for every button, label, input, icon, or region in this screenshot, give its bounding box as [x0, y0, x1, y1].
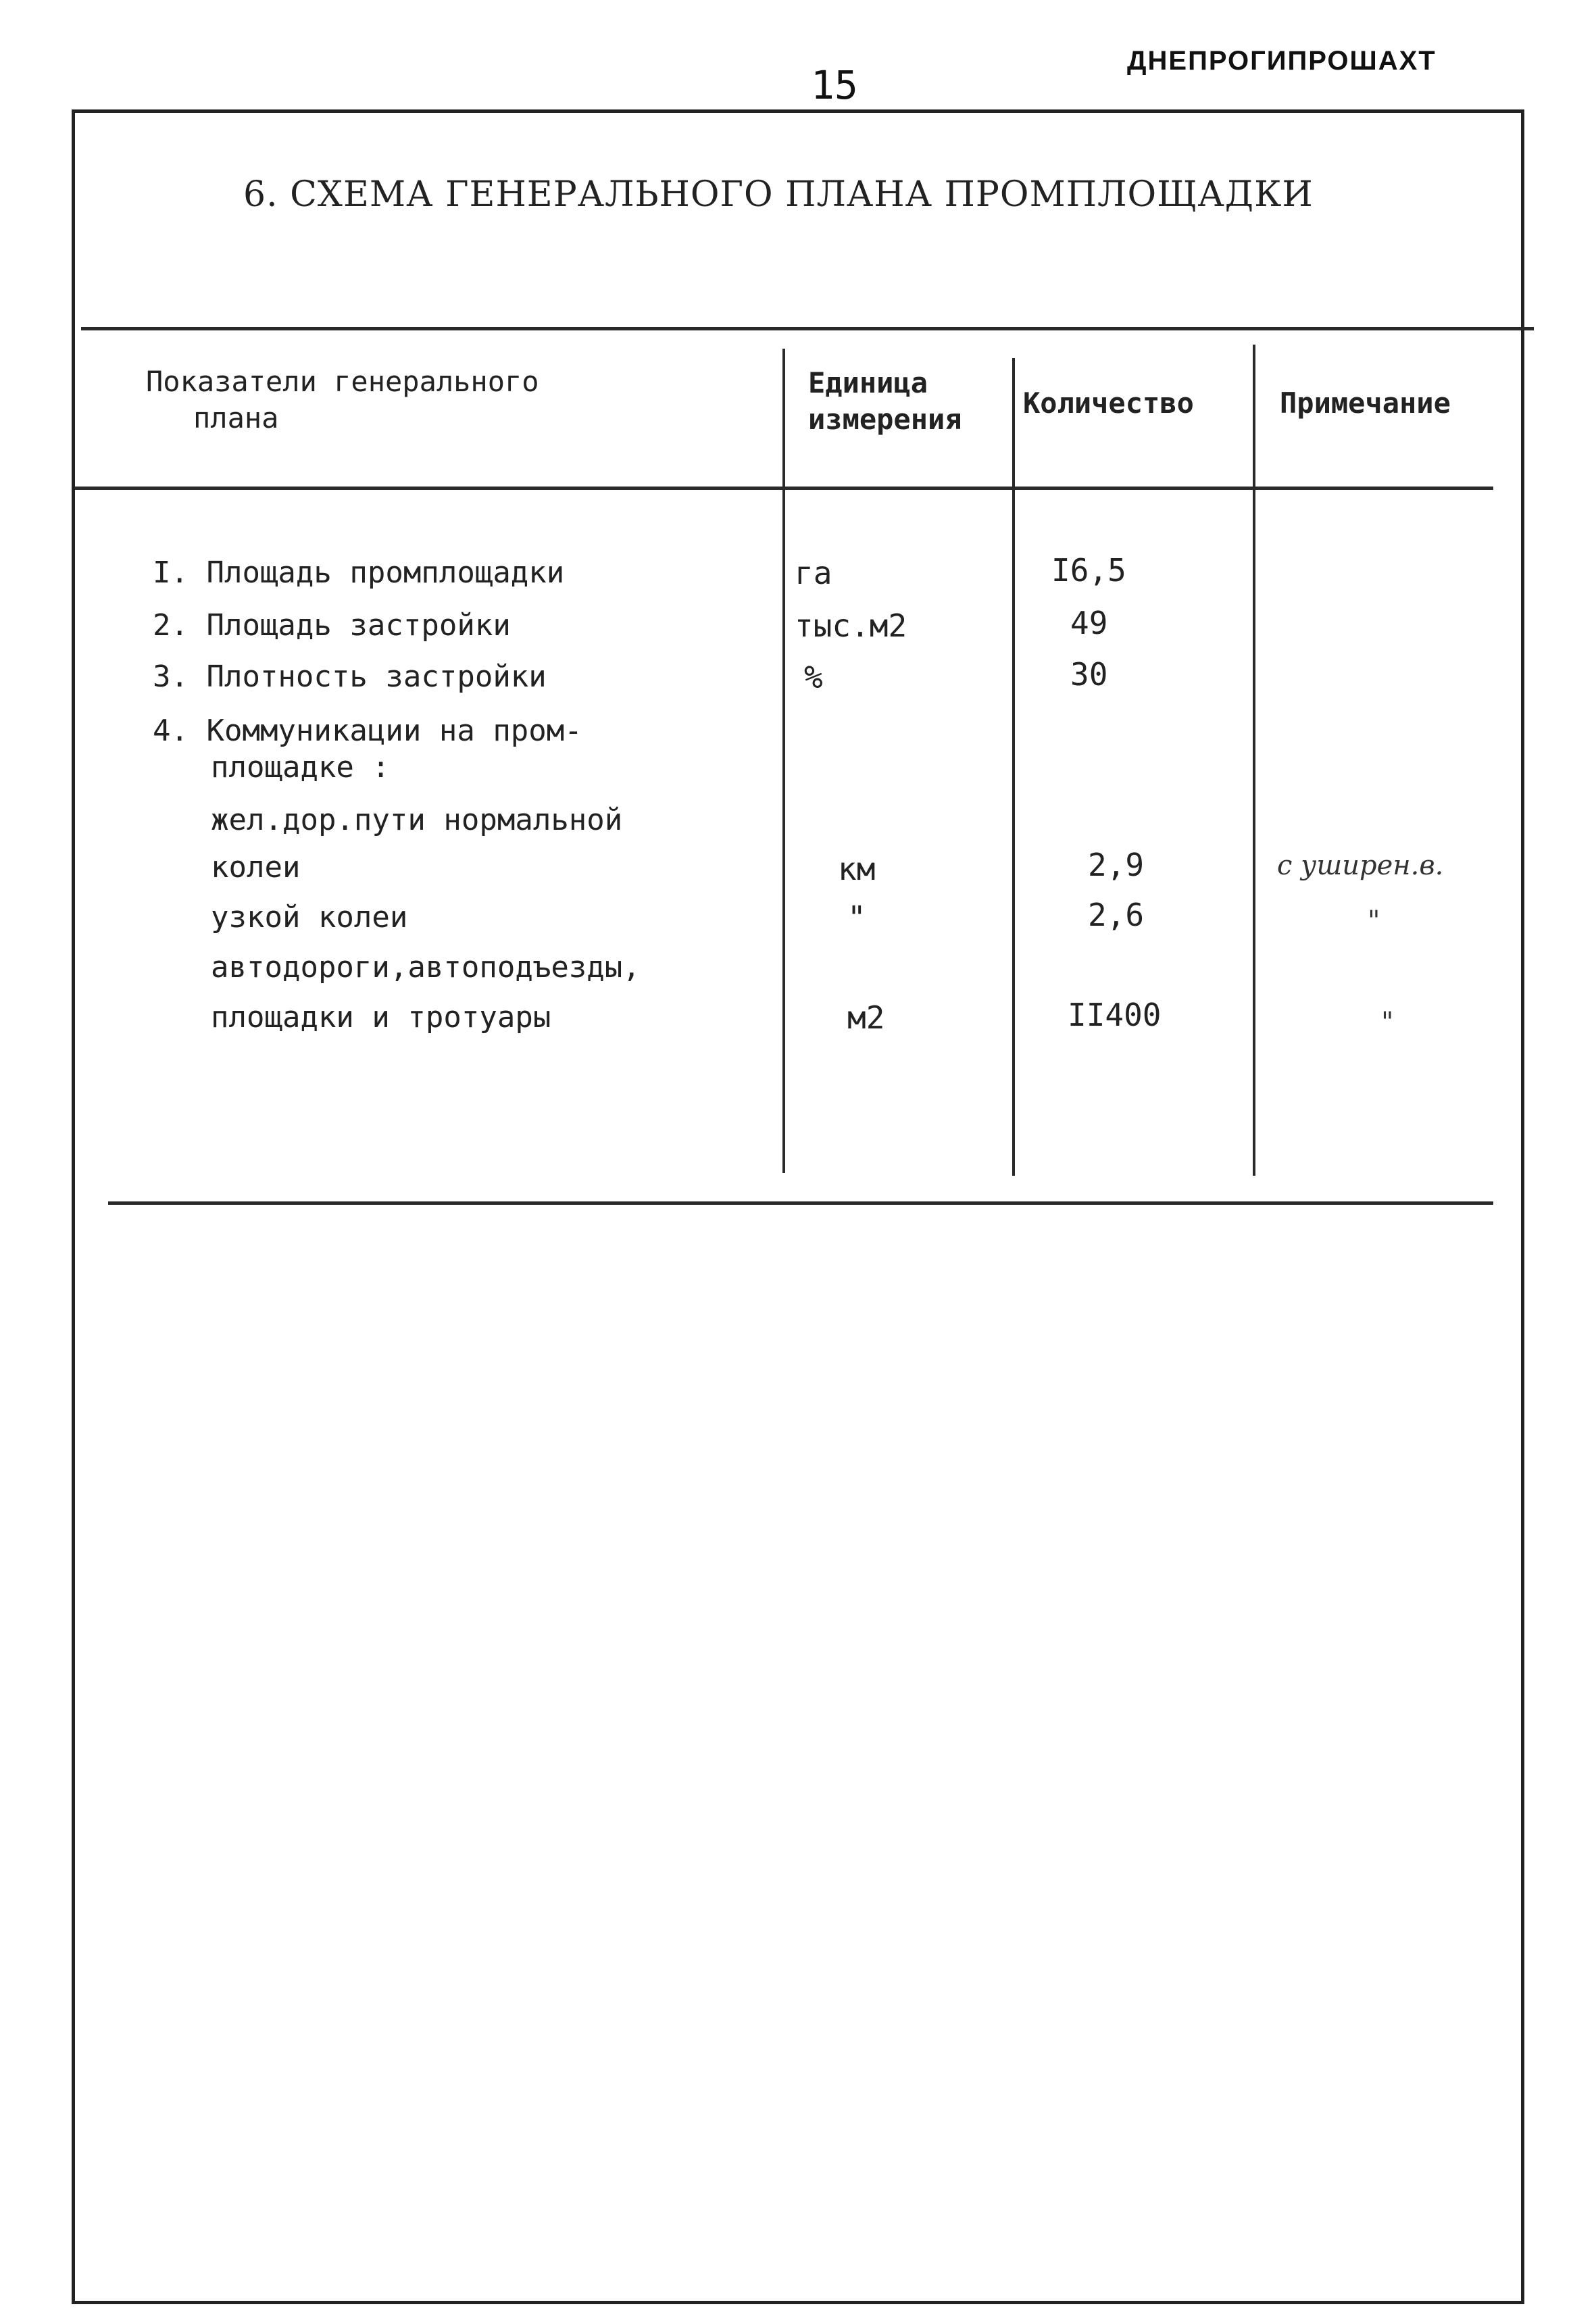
- table-row-label: 3. Плотность застройки: [153, 659, 547, 694]
- page-frame: [72, 109, 1524, 2304]
- table-bottom-rule: [108, 1201, 1493, 1205]
- table-row-quantity: I6,5: [1051, 552, 1126, 589]
- column-header-indicator-line2: плана: [193, 401, 279, 434]
- table-row-note: ": [1368, 905, 1380, 937]
- column-header-unit-line2: измерения: [808, 403, 962, 436]
- column-header-note: Примечание: [1280, 387, 1451, 420]
- table-row-label: 4. Коммуникации на пром-: [153, 714, 582, 748]
- table-row-label: колеи: [211, 850, 301, 885]
- column-header-unit-line1: Единица: [808, 366, 928, 399]
- table-row-label: узкой колеи: [211, 900, 408, 935]
- page-number: 15: [811, 62, 858, 108]
- table-row-unit: м2: [847, 999, 885, 1036]
- table-top-rule: [81, 327, 1534, 330]
- organization-stamp: ДНЕПРОГИПРОШАХТ: [1127, 46, 1437, 76]
- table-row-label: площадки и тротуары: [211, 1000, 551, 1035]
- table-row-label: площадке :: [211, 750, 390, 785]
- section-title: 6. СХЕМА ГЕНЕРАЛЬНОГО ПЛАНА ПРОМПЛОЩАДКИ: [243, 174, 1314, 215]
- table-row-quantity: 2,6: [1088, 897, 1145, 933]
- table-row-label: автодороги,автоподъезды,: [211, 950, 641, 985]
- table-row-quantity: 30: [1070, 656, 1108, 693]
- column-header-unit: [808, 365, 962, 438]
- table-row-quantity: II400: [1068, 997, 1162, 1033]
- column-header-quantity: Количество: [1023, 387, 1194, 420]
- column-divider-quantity: [1012, 358, 1015, 1176]
- column-divider-note: [1253, 345, 1255, 1176]
- table-row-unit: тыс.м2: [795, 607, 907, 644]
- table-row-unit: км: [838, 851, 876, 887]
- table-row-quantity: 49: [1070, 605, 1108, 641]
- table-row-label: 2. Площадь застройки: [153, 608, 511, 643]
- table-row-note: с уширен.в.: [1277, 850, 1444, 881]
- table-row-note: ": [1381, 1007, 1394, 1038]
- column-header-indicator: [146, 364, 539, 437]
- table-row-unit: %: [804, 659, 823, 695]
- column-header-indicator-line1: Показатели генерального: [146, 365, 539, 398]
- table-row-unit: ": [847, 899, 866, 936]
- column-divider-unit: [782, 349, 785, 1173]
- table-row-label: жел.дор.пути нормальной: [211, 803, 623, 837]
- table-row-quantity: 2,9: [1088, 847, 1145, 883]
- table-row-unit: га: [795, 555, 832, 591]
- table-row-label: I. Площадь промплощадки: [153, 555, 565, 590]
